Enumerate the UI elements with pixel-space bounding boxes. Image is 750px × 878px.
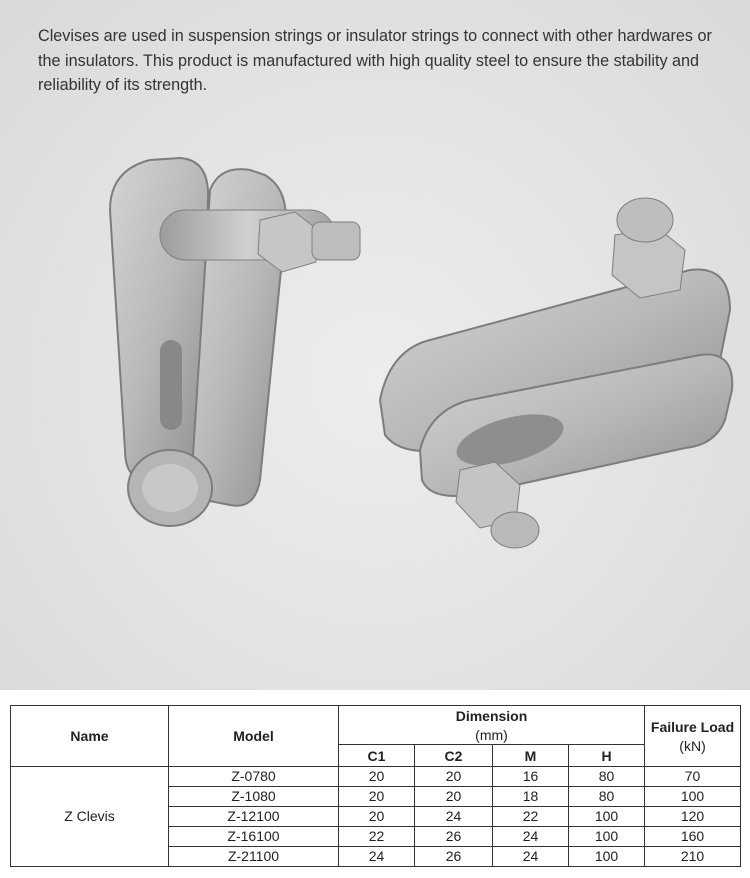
header-dimension [339,706,645,745]
right-clevis [380,198,732,548]
header-failure-load-unit: (kN) [679,738,706,754]
header-name: Name [11,706,169,767]
header-c2: C2 [415,745,493,767]
load-cell: 210 [645,847,741,867]
h-cell: 100 [569,847,645,867]
load-cell: 160 [645,827,741,847]
model-cell: Z-12100 [169,807,339,827]
clevis-product-photo [90,150,740,620]
load-cell: 70 [645,767,741,787]
c1-cell: 22 [339,827,415,847]
h-cell: 100 [569,807,645,827]
c2-cell: 26 [415,827,493,847]
c1-cell: 24 [339,847,415,867]
m-cell: 22 [493,807,569,827]
m-cell: 18 [493,787,569,807]
model-cell: Z-16100 [169,827,339,847]
c2-cell: 20 [415,767,493,787]
model-cell: Z-1080 [169,787,339,807]
c2-cell: 20 [415,787,493,807]
m-cell: 16 [493,767,569,787]
c2-cell: 26 [415,847,493,867]
m-cell: 24 [493,827,569,847]
model-cell: Z-0780 [169,767,339,787]
h-cell: 100 [569,827,645,847]
header-dimension-unit: (mm) [475,727,508,743]
specification-table [10,705,741,867]
c1-cell: 20 [339,787,415,807]
intro-paragraph: Clevises are used in suspension strings or insulator strings to connect with other hardwares or the insulators. This product is manufactured with high quality steel to ensure the stability and reliability of its strength. [38,27,712,94]
h-cell: 80 [569,767,645,787]
header-m: M [493,745,569,767]
product-name-cell: Z Clevis [11,767,169,867]
left-clevis [110,158,360,526]
table-row [11,767,741,787]
load-cell: 120 [645,807,741,827]
header-c1: C1 [339,745,415,767]
c2-cell: 24 [415,807,493,827]
header-dimension-title: Dimension [455,708,528,724]
load-cell: 100 [645,787,741,807]
header-failure-load-title: Failure Load [650,719,735,735]
model-cell: Z-21100 [169,847,339,867]
header-failure-load [645,706,741,767]
h-cell: 80 [569,787,645,807]
m-cell: 24 [493,847,569,867]
c1-cell: 20 [339,767,415,787]
header-h: H [569,745,645,767]
header-model: Model [169,706,339,767]
c1-cell: 20 [339,807,415,827]
